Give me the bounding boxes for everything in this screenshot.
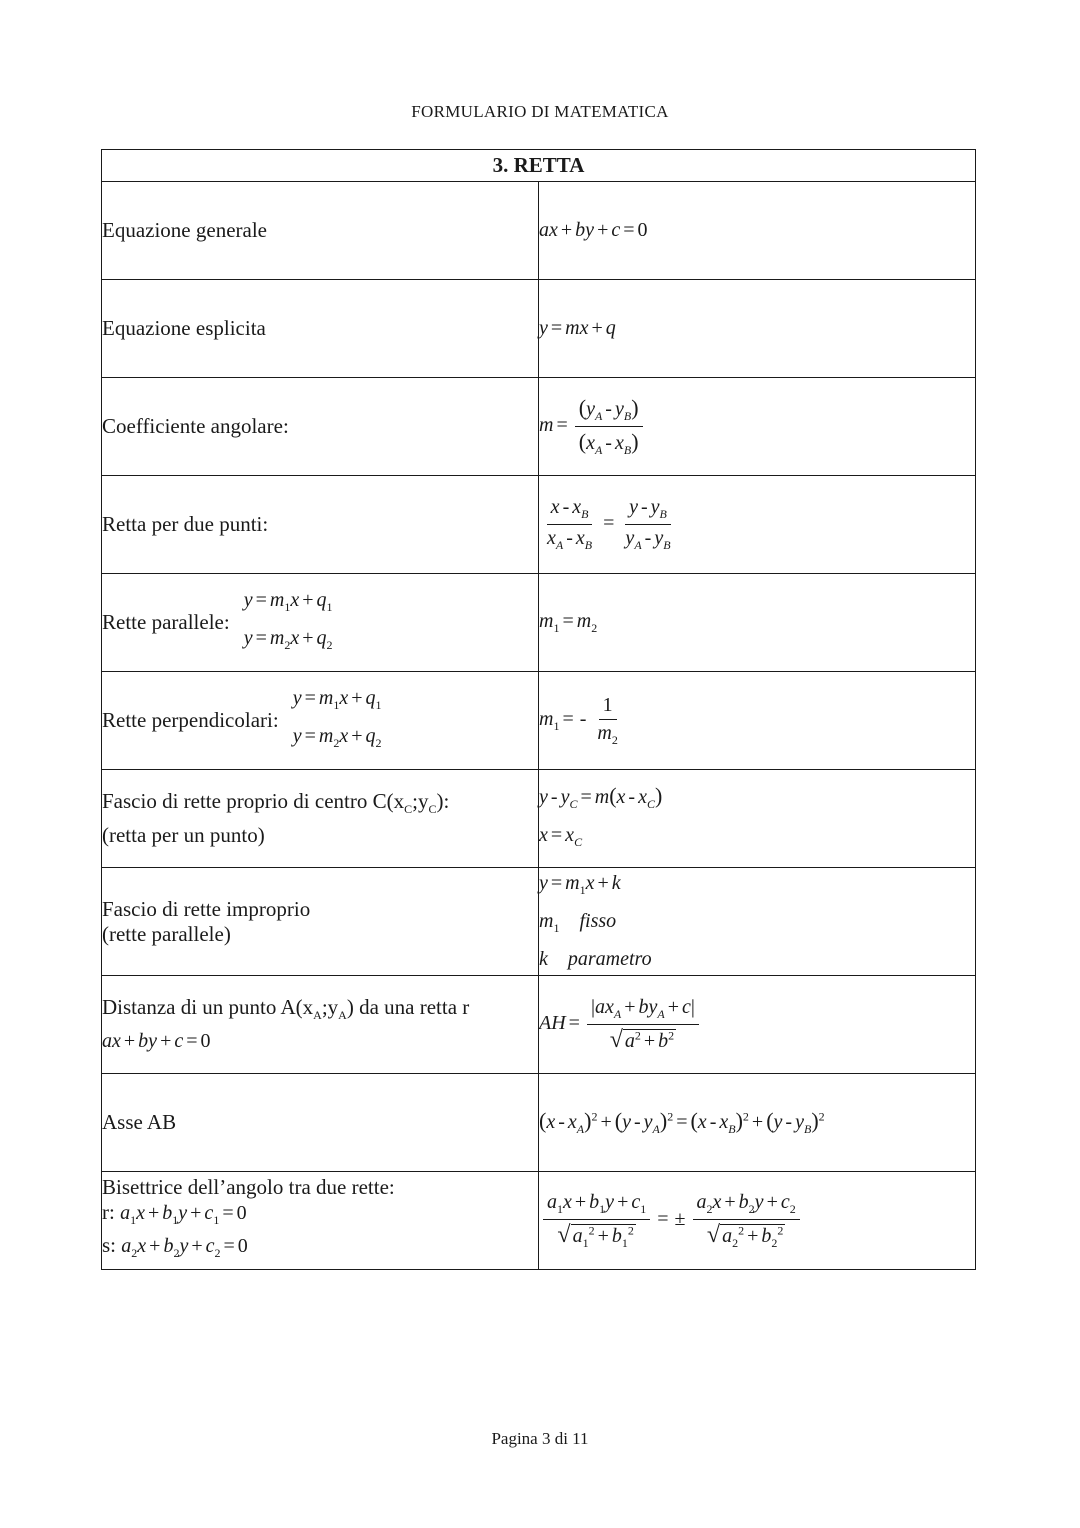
formula-explicit-equation: y = mx + q: [539, 317, 616, 339]
label-line1: Bisettrice dell’angolo tra due rette:: [102, 1175, 395, 1199]
formula-two-points: $\frac{x - x_B}{x_A - x_B}$ = $\frac{y - y_B}{y_A - y_B}$: [547, 496, 671, 552]
row-formula: [539, 378, 976, 476]
label-sub: A: [338, 1008, 347, 1023]
label-text: ;y: [321, 995, 339, 1020]
table-row: [102, 1074, 976, 1172]
formula-parallel-condition: $m_1 = m_2$: [539, 609, 598, 635]
formula-angle-bisector: $\frac{a_1x + b_1y + c_1}{√ a_1^2 + b_1^2}$ = ± $\frac{a_2x + b_2y + c_2}{√ a_2^2 + b_2^2}$: [539, 1208, 804, 1230]
perpendicular-lines-system: $y = m_1x + q_1$ $y = m_2x + q_2$: [292, 686, 382, 750]
page-footer: Pagina 3 di 11: [491, 1429, 589, 1448]
row-label: Coefficiente angolare:: [102, 378, 539, 476]
line-r-equation: $a_1x + b_1y + c_1 = 0$: [120, 1202, 247, 1227]
formula-slope: m = $\frac{(y_A - y_B)}{(x_A - x_B)}$: [539, 414, 647, 436]
label-text: ;y: [412, 789, 429, 814]
row-label-text: Rette perpendicolari:: [102, 708, 279, 732]
formula-proper-pencil: $y - y_C = m(x - x_C)$ $x = x_C$: [539, 782, 663, 849]
section-header-row: [102, 150, 976, 182]
row-label: [102, 976, 539, 1074]
row-label: [102, 868, 539, 976]
line-s-prefix: s:: [102, 1233, 117, 1257]
row-label-text: Rette parallele:: [102, 610, 230, 634]
label-sub: A: [313, 1008, 322, 1023]
label-line2: (retta per un punto): [102, 822, 265, 847]
page-header: FORMULARIO DI MATEMATICA: [411, 102, 669, 121]
label-line2: (rette parallele): [102, 921, 231, 946]
line-equation: ax + by + c = 0: [102, 1029, 211, 1052]
line-s-equation: $a_2x + b_2y + c_2 = 0$: [121, 1235, 248, 1260]
row-label: [102, 1172, 539, 1270]
row-formula: [539, 574, 976, 672]
formula-improper-pencil: $y = m_1x + k$ $m_1$ fisso k parametro: [539, 872, 652, 970]
table-row: [102, 182, 976, 280]
section-title: 3. RETTA: [102, 150, 976, 182]
table-row: [102, 672, 976, 770]
label-text: ):: [436, 789, 450, 814]
row-formula: [539, 182, 976, 280]
row-formula: [539, 868, 976, 976]
row-formula: [539, 476, 976, 574]
table-row: [102, 476, 976, 574]
row-label: [102, 770, 539, 868]
label-text: ) da una retta r: [346, 995, 470, 1020]
table-row: [102, 976, 976, 1074]
line-r-prefix: r:: [102, 1200, 115, 1224]
row-formula: [539, 770, 976, 868]
formula-general-equation: ax + by + c = 0: [539, 219, 648, 241]
table-row: [102, 1172, 976, 1270]
row-formula: [539, 1074, 976, 1172]
table-row: [102, 868, 976, 976]
row-label: [102, 672, 539, 770]
row-label: Asse AB: [102, 1074, 539, 1172]
row-formula: [539, 280, 976, 378]
row-formula: [539, 1172, 976, 1270]
word-parameter: parametro: [567, 948, 652, 970]
label-sub: C: [404, 802, 413, 817]
row-label: Equazione esplicita: [102, 280, 539, 378]
formula-perpendicular-bisector: $(x - x_A)^2 + (y - y_A)^2 = (x - x_B)^2 + (y - y_B)^2$: [539, 1108, 825, 1136]
table-row: [102, 770, 976, 868]
row-label: [102, 574, 539, 672]
formula-point-line-distance: AH = $\frac{|ax_A + by_A + c|}{√ a^2 + b^2}$: [539, 1012, 703, 1034]
table-row: [102, 574, 976, 672]
row-formula: [539, 672, 976, 770]
formula-table: [101, 149, 976, 1270]
label-text: Fascio di rette proprio di centro C(x: [102, 789, 405, 814]
label-sub: C: [428, 802, 437, 817]
row-label: Equazione generale: [102, 182, 539, 280]
parallel-lines-system: $y = m_1x + q_1$ $y = m_2x + q_2$: [243, 588, 333, 652]
row-label: Retta per due punti:: [102, 476, 539, 574]
table-row: [102, 378, 976, 476]
label-text: Distanza di un punto A(x: [102, 995, 314, 1020]
formula-perpendicular-condition: $m_1$ = - $\frac{1}{m_2}$: [539, 693, 618, 747]
label-line1: Fascio di rette improprio: [102, 896, 311, 921]
table-row: [102, 280, 976, 378]
row-formula: [539, 976, 976, 1074]
word-fixed: fisso: [579, 910, 617, 932]
